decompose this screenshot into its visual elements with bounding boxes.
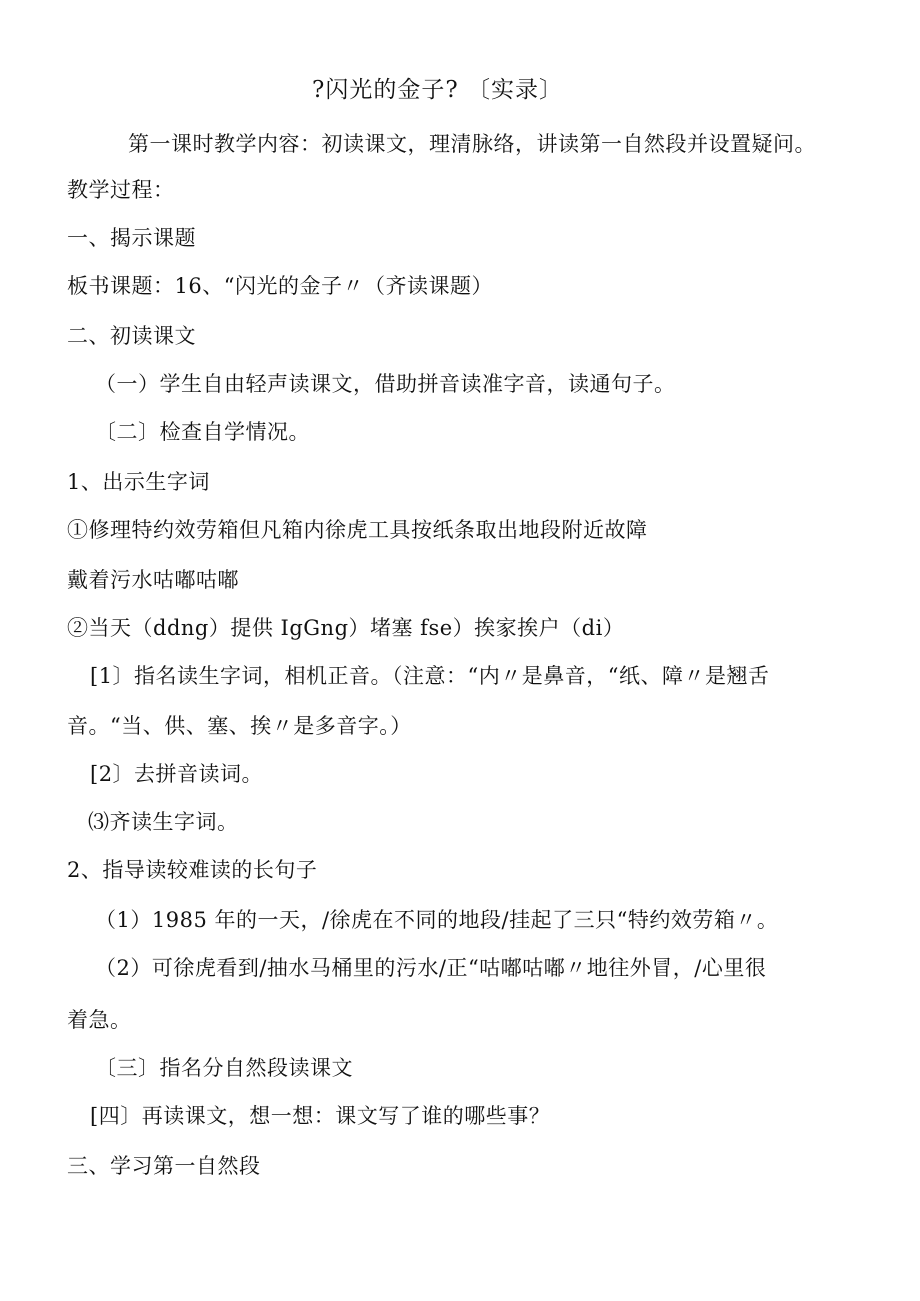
step-3: ⑶齐读生字词。 <box>88 810 239 834</box>
subsection-3: 〔三〕指名分自然段读课文 <box>95 1056 353 1080</box>
sentence-2-continued: 着急。 <box>67 1008 132 1032</box>
subsection-2: 〔二〕检查自学情况。 <box>95 420 310 444</box>
step-1: [1〕指名读生字词，相机正音。（注意：“内〃是鼻音，“纸、障〃是翘舌 <box>90 664 770 688</box>
paragraph-lesson-content: 第一课时教学内容：初读课文，理清脉络，讲读第一自然段并设置疑问。 <box>128 132 816 156</box>
section-heading-1: 一、揭示课题 <box>67 226 196 250</box>
paragraph-board-title: 板书课题：16、“闪光的金子〃（齐读课题） <box>67 274 493 298</box>
section-heading-2: 二、初读课文 <box>67 324 196 348</box>
step-2: [2〕去拼音读词。 <box>90 762 264 786</box>
section-heading-3: 三、学习第一自然段 <box>67 1154 261 1178</box>
sentence-2: （2）可徐虎看到/抽水马桶里的污水/正“咕嘟咕嘟〃地往外冒，/心里很 <box>95 956 767 980</box>
step-1-continued: 音。“当、供、塞、挨〃是多音字。） <box>67 714 412 738</box>
vocab-line-3: ②当天（ddng）提供 IgGng）堵塞 fse）挨家挨户（di） <box>67 616 625 640</box>
page-title: ?闪光的金子? 〔实录〕 <box>312 77 563 103</box>
item-heading-1: 1、出示生字词 <box>67 470 210 494</box>
subsection-1: （一）学生自由轻声读课文，借助拼音读准字音，读通句子。 <box>95 372 676 396</box>
item-heading-2: 2、指导读较难读的长句子 <box>67 858 318 882</box>
sentence-1: （1）1985 年的一天，/徐虎在不同的地段/挂起了三只“特约效劳箱〃。 <box>95 908 779 932</box>
subsection-4: [四〕再读课文，想一想：课文写了谁的哪些事？ <box>90 1104 551 1128</box>
heading-teaching-process: 教学过程： <box>67 178 175 202</box>
vocab-line-1: ①修理特约效劳箱但凡箱内徐虎工具按纸条取出地段附近故障 <box>67 518 648 542</box>
vocab-line-2: 戴着污水咕嘟咕嘟 <box>67 568 239 592</box>
